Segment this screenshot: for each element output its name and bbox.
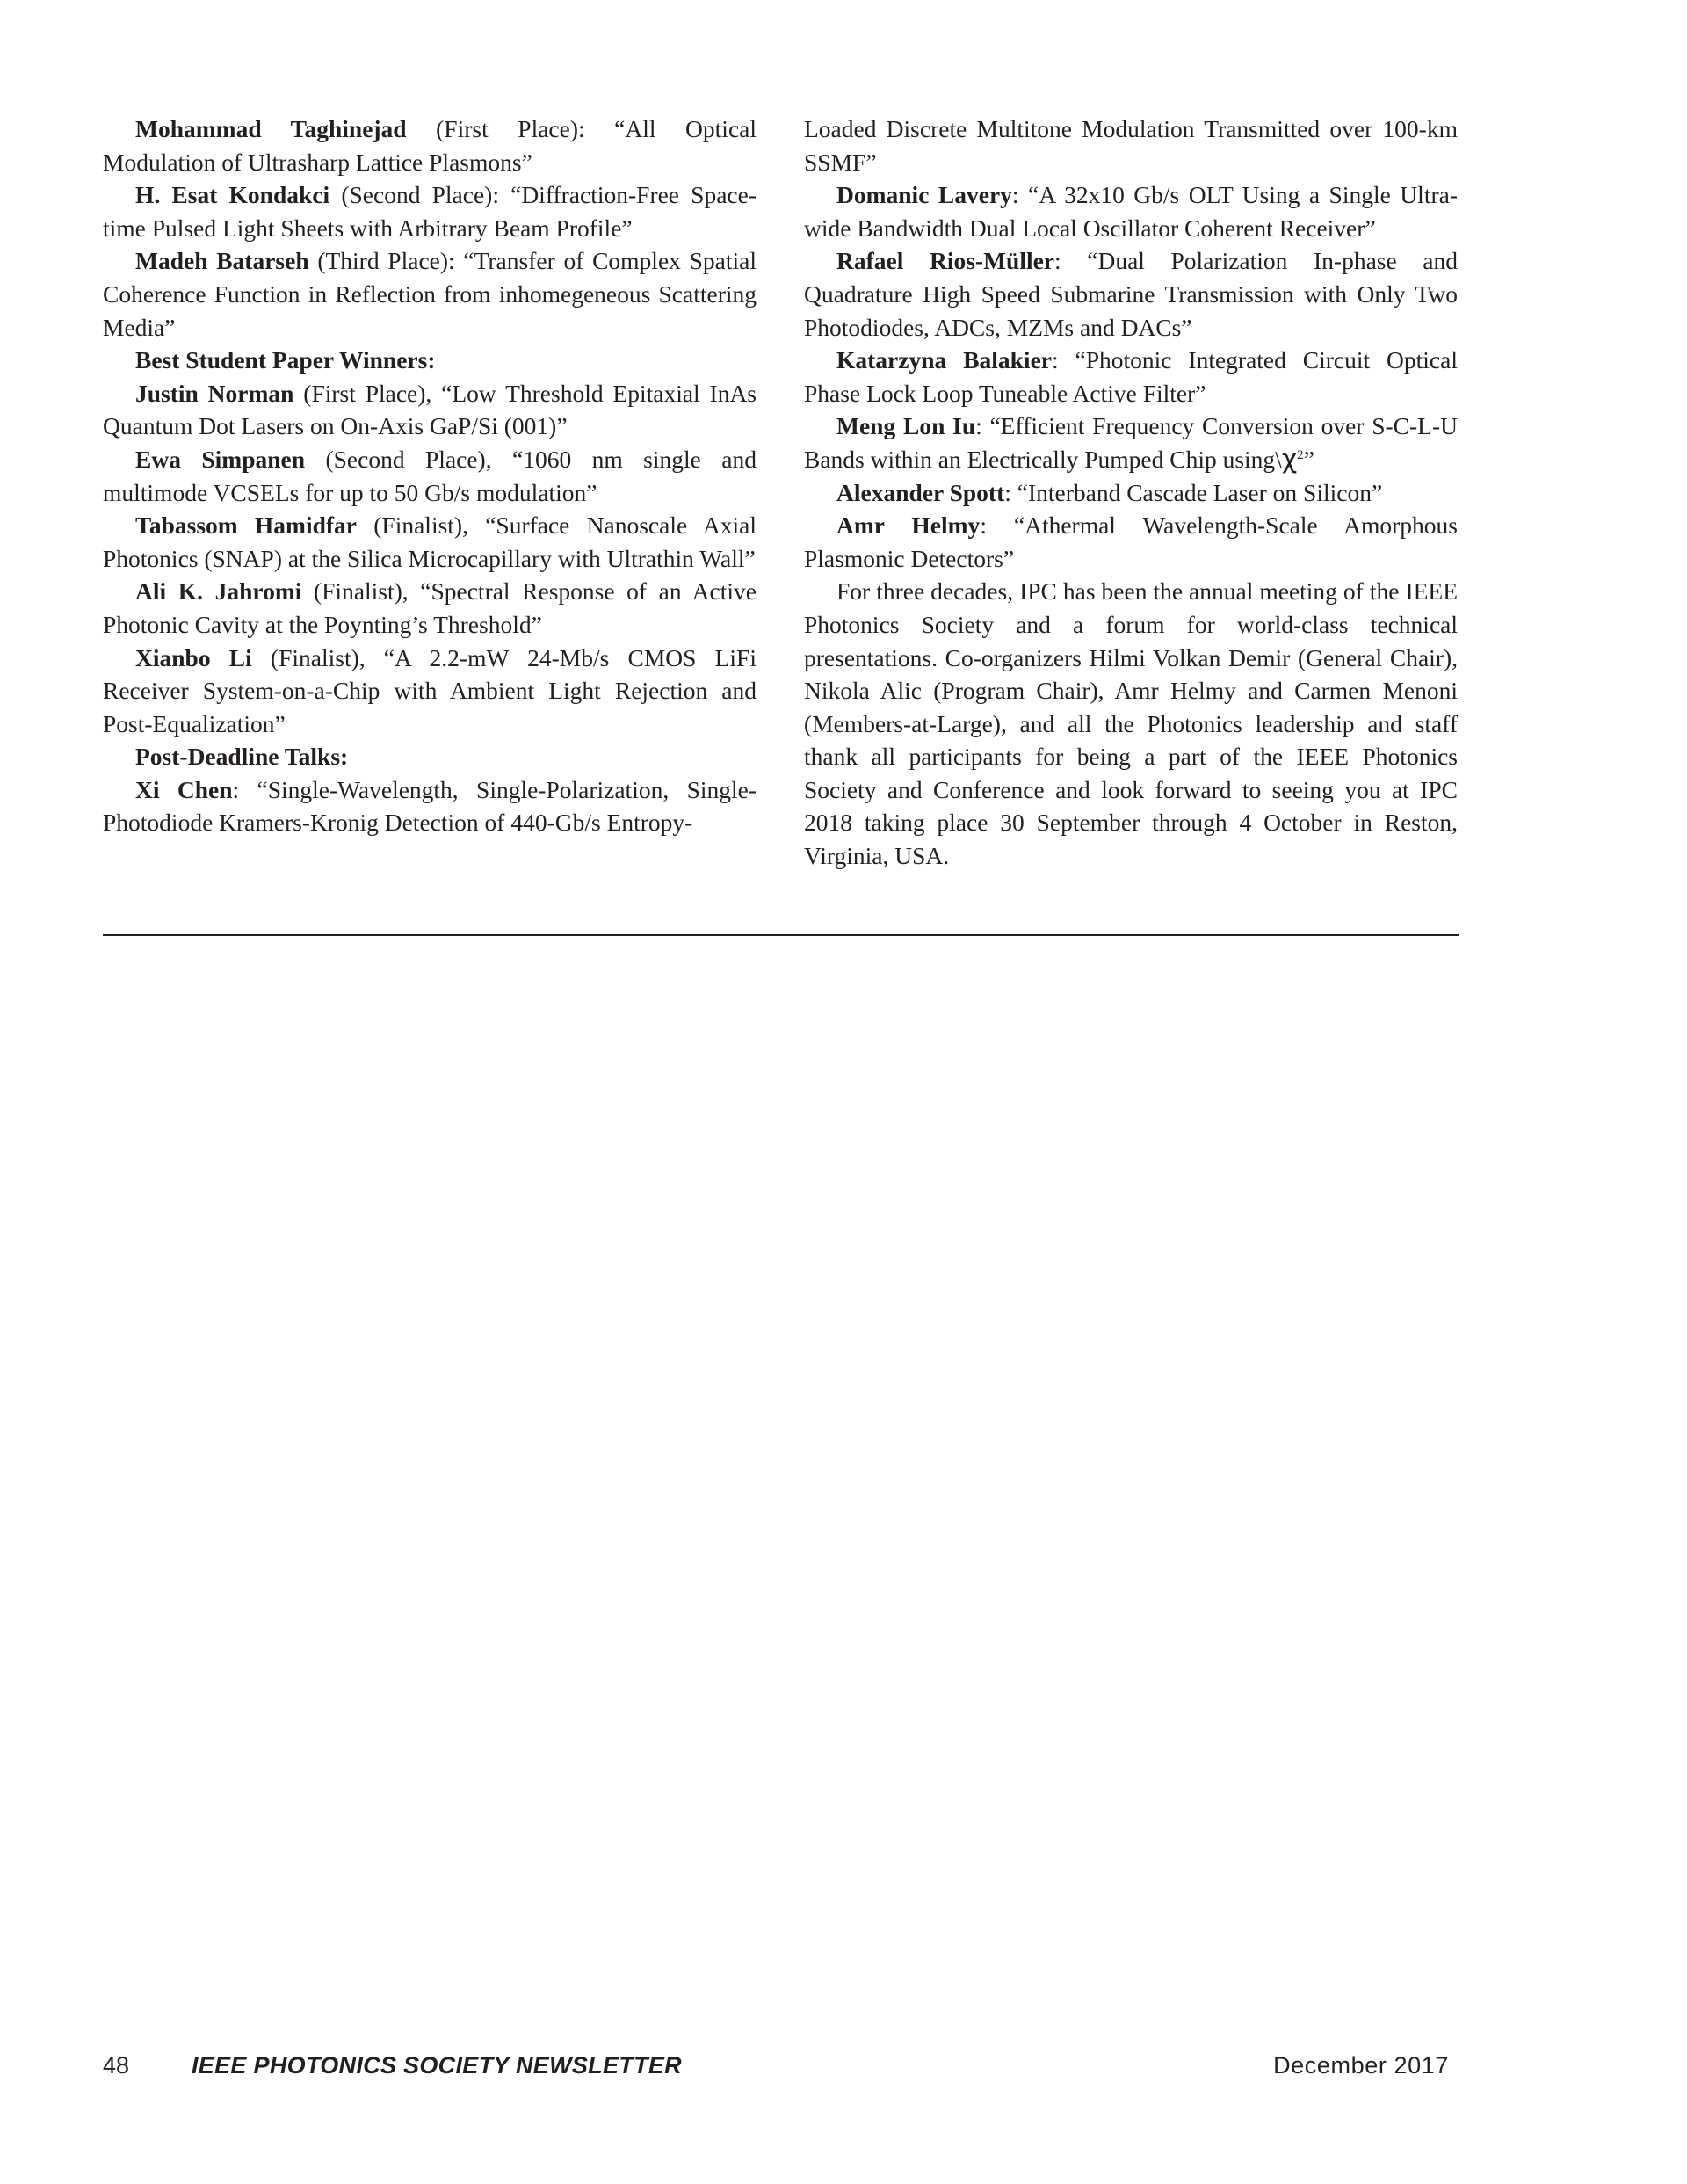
talk-title: : “Single-Wavelength, Single-Polarization, Single-Photodiode Kramers-Kronig Detection of 440-Gb/s Entropy- (103, 775, 757, 837)
award-entry (103, 575, 757, 641)
awardee-name: Xianbo Li (135, 643, 252, 671)
award-entry (103, 642, 757, 741)
talk-entry (103, 773, 757, 839)
section-heading-post-deadline: Post-Deadline Talks: (135, 743, 349, 771)
awardee-name: Justin Norman (135, 379, 294, 407)
speaker-name: Katarzyna Balakier (836, 346, 1052, 374)
newsletter-name: IEEE PHOTONICS SOCIETY NEWSLETTER (192, 2052, 682, 2079)
section-heading-best-student-paper: Best Student Paper Winners: (135, 346, 436, 374)
award-description: (Finalist), “Spectral Response of an Active Photonic Cavity at the Poynting’s Threshold” (103, 577, 757, 638)
talk-entry (804, 509, 1458, 575)
talk-title: : “Efficient Frequency Conversion over S-C-L-U Bands within an Electrically Pumped Chip using\ (804, 412, 1458, 473)
superscript: 2 (1297, 447, 1304, 462)
speaker-name: Xi Chen (135, 775, 233, 803)
award-description: (Third Place): “Transfer of Complex Spatial Coherence Function in Reflection from inhomegeneous Scattering Media” (103, 247, 757, 341)
awardee-name: Ali K. Jahromi (135, 577, 302, 606)
page-number: 48 (103, 2052, 130, 2079)
awardee-name: Mohammad Taghinejad (135, 115, 407, 142)
award-description: (First Place): “All Optical Modulation of Ultrasharp Lattice Plasmons” (103, 115, 757, 176)
awardee-name: Tabassom Hamidfar (135, 512, 358, 540)
talk-entry (804, 244, 1458, 344)
talk-title: : “Photonic Integrated Circuit Optical Phase Lock Loop Tuneable Active Filter” (804, 346, 1458, 407)
closing-quote: ” (1303, 445, 1314, 473)
awardee-name: H. Esat Kondakci (135, 181, 330, 209)
talk-title: : “A 32x10 Gb/s OLT Using a Single Ultra-wide Bandwidth Dual Local Oscillator Coherent Receiver” (804, 181, 1458, 242)
talk-entry (804, 476, 1458, 510)
speaker-name: Rafael Rios-Müller (836, 247, 1055, 275)
left-column (103, 112, 757, 839)
speaker-name: Amr Helmy (836, 512, 981, 540)
awardee-name: Ewa Simpanen (135, 445, 306, 473)
award-entry (103, 178, 757, 244)
award-description: (Second Place): “Diffraction-Free Space-time Pulsed Light Sheets with Arbitrary Beam Profile” (103, 181, 757, 242)
speaker-name: Alexander Spott (836, 478, 1005, 506)
speaker-name: Domanic Lavery (836, 181, 1012, 209)
award-entry (103, 112, 757, 178)
award-description: (Second Place), “1060 nm single and multimode VCSELs for up to 50 Gb/s modulation” (103, 445, 757, 506)
award-entry (103, 377, 757, 443)
talk-title: : “Athermal Wavelength-Scale Amorphous Plasmonic Detectors” (804, 512, 1459, 572)
speaker-name: Meng Lon Iu (836, 412, 976, 440)
award-description: (Finalist), “Surface Nanoscale Axial Photonics (SNAP) at the Silica Microcapillary with Ultrathin Wall” (103, 512, 757, 572)
award-entry (103, 244, 757, 344)
chi-symbol: χ (1281, 443, 1298, 475)
award-description: (First Place), “Low Threshold Epitaxial InAs Quantum Dot Lasers on On-Axis GaP/Si (001)” (103, 379, 757, 440)
talk-title: : “Interband Cascade Laser on Silicon” (1004, 478, 1383, 506)
talk-entry (804, 344, 1458, 410)
section-divider (103, 934, 1459, 936)
talk-entry (804, 178, 1458, 244)
closing-paragraph: For three decades, IPC has been the annual meeting of the IEEE Photonics Society and a forum for world-class technical presentations. Co-organizers Hilmi Volkan Demir (General Chair), Nikola Alic (Program Chair), Amr Helmy and Carmen Menoni (Members-at-Large), and all the Photonics leadership and staff thank all participants for being a part of the IEEE Photonics Society and Conference and look forward to seeing you at IPC 2018 taking place 30 September through 4 October in Reston, Virginia, USA. (804, 577, 1458, 870)
talk-entry (804, 410, 1458, 475)
award-entry (103, 509, 757, 575)
awardee-name: Madeh Batarseh (135, 247, 309, 275)
award-description: (Finalist), “A 2.2-mW 24-Mb/s CMOS LiFi Receiver System-on-a-Chip with Ambient Light Rejection and Post-Equalization” (103, 643, 757, 737)
talk-title: : “Dual Polarization In-phase and Quadrature High Speed Submarine Transmission with Only Two Photodiodes, ADCs, MZMs and DACs” (804, 247, 1458, 341)
talk-entry-continuation: Loaded Discrete Multitone Modulation Transmitted over 100-km SSMF” (804, 115, 1458, 176)
award-entry (103, 443, 757, 509)
right-column (804, 112, 1458, 873)
issue-date: December 2017 (1273, 2052, 1449, 2079)
